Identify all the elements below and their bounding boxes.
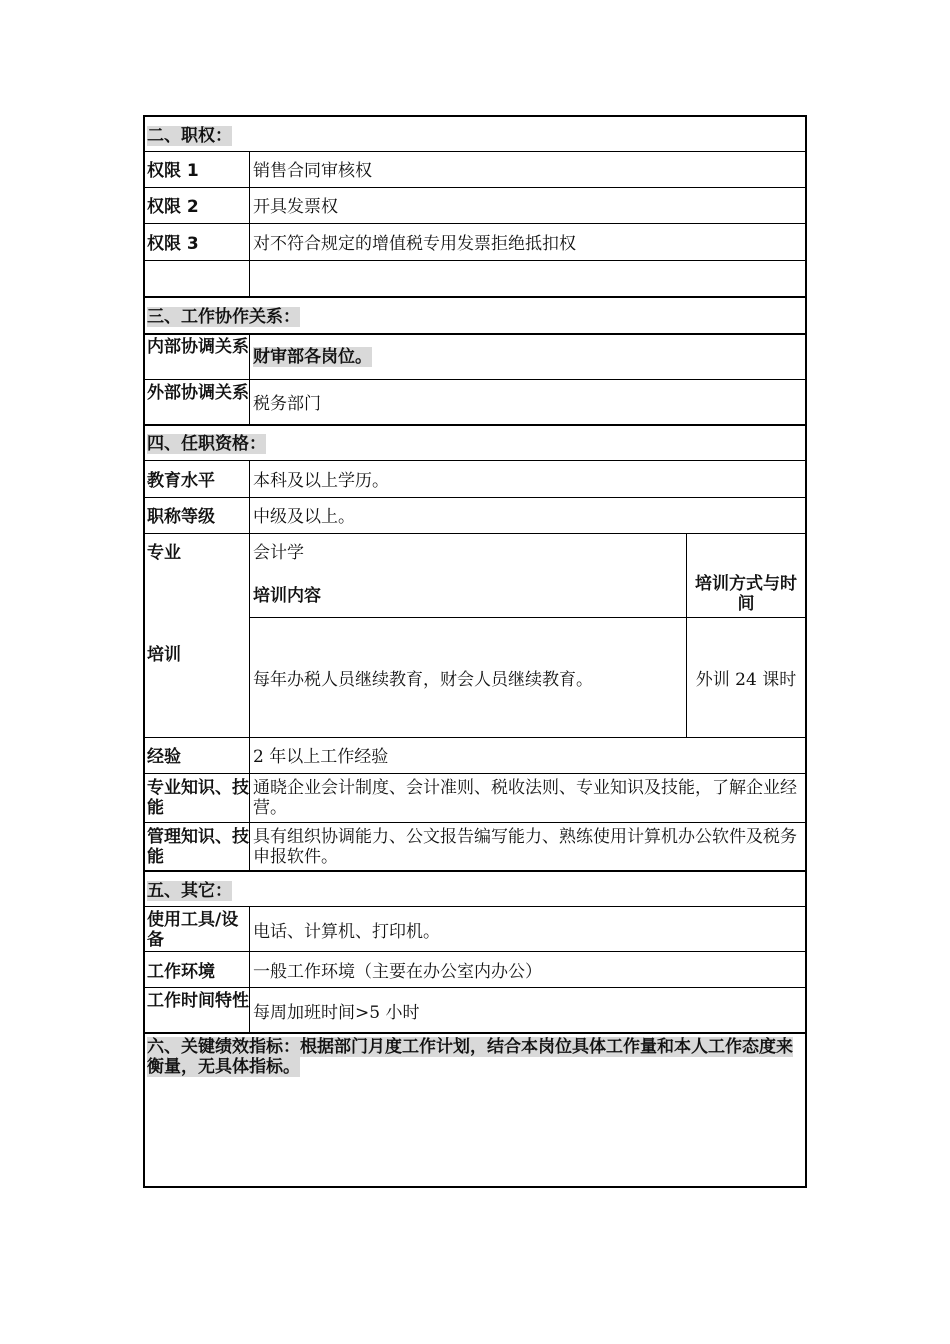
section-other-title: 五、其它： <box>147 881 232 901</box>
external-relations-value: 税务部门 <box>253 394 321 414</box>
experience-label: 经验 <box>147 747 181 767</box>
management-knowledge-label: 管理知识、技能 <box>147 827 249 867</box>
title-level-value: 中级及以上。 <box>253 507 355 527</box>
section-qualifications-title: 四、任职资格： <box>147 434 266 454</box>
professional-knowledge-label: 专业知识、技能 <box>147 778 249 818</box>
major-value: 会计学 <box>253 543 304 563</box>
tools-value: 电话、计算机、打印机。 <box>253 922 440 942</box>
authority-label-3: 权限 3 <box>147 234 199 254</box>
education-label: 教育水平 <box>147 471 215 491</box>
authority-label-2: 权限 2 <box>147 197 199 217</box>
section-kpi-text: 六、关键绩效指标：根据部门月度工作计划，结合本岗位具体工作量和本人工作态度来衡量，无具体指标。 <box>147 1037 793 1077</box>
work-time-value: 每周加班时间>5 小时 <box>253 1003 420 1023</box>
work-environment-value: 一般工作环境（主要在办公室内办公） <box>253 962 542 982</box>
work-environment-label: 工作环境 <box>147 962 215 982</box>
training-content-header: 培训内容 <box>253 586 321 606</box>
internal-relations-value: 财审部各岗位。 <box>253 347 372 367</box>
authority-label-1: 权限 1 <box>147 161 199 181</box>
internal-relations-label: 内部协调关系 <box>147 337 249 357</box>
authority-value-3: 对不符合规定的增值税专用发票拒绝抵扣权 <box>253 234 576 254</box>
tools-label: 使用工具/设备 <box>147 910 239 950</box>
experience-value: 2 年以上工作经验 <box>253 747 389 767</box>
management-knowledge-value: 具有组织协调能力、公文报告编写能力、熟练使用计算机办公软件及税务申报软件。 <box>253 827 797 867</box>
authority-value-1: 销售合同审核权 <box>253 161 372 181</box>
section-authority-title: 二、职权： <box>147 126 232 146</box>
education-value: 本科及以上学历。 <box>253 471 389 491</box>
section-relations-title: 三、工作协作关系： <box>147 307 300 327</box>
training-method-header: 培训方式与时间 <box>695 574 797 614</box>
job-description-table <box>143 115 807 1188</box>
work-time-label: 工作时间特性 <box>147 991 249 1011</box>
external-relations-label: 外部协调关系 <box>147 383 249 403</box>
training-method-value: 外训 24 课时 <box>695 670 797 690</box>
professional-knowledge-value: 通晓企业会计制度、会计准则、税收法则、专业知识及技能，了解企业经营。 <box>253 778 797 818</box>
authority-value-2: 开具发票权 <box>253 197 338 217</box>
training-label: 培训 <box>147 645 181 665</box>
title-level-label: 职称等级 <box>147 507 215 527</box>
training-content-value: 每年办税人员继续教育，财会人员继续教育。 <box>253 670 593 690</box>
major-label: 专业 <box>147 543 181 563</box>
